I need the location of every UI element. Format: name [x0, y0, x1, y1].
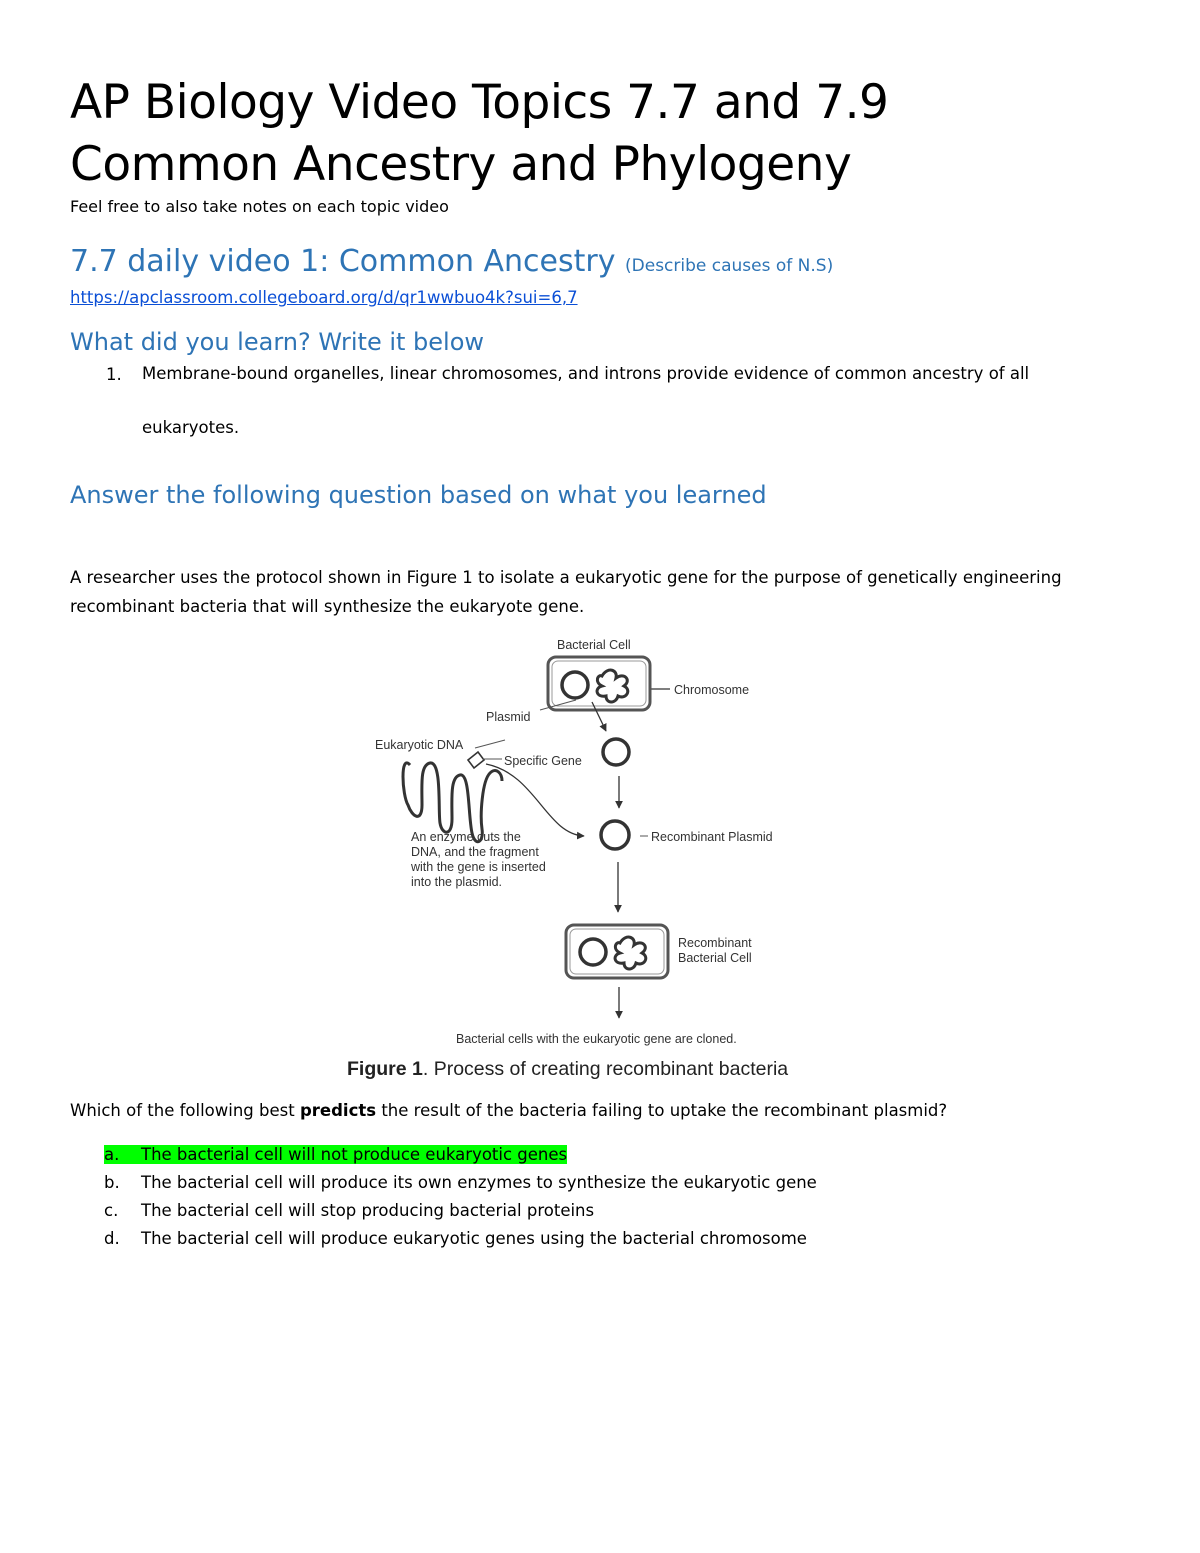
subtitle: Feel free to also take notes on each topic video — [70, 197, 449, 216]
choice-text: The bacterial cell will not produce eukaryotic genes — [141, 1145, 568, 1164]
recombinant-cell-plasmid-shape — [580, 939, 606, 965]
question-text: A researcher uses the protocol shown in Figure 1 to isolate a eukaryotic gene for the purpose of genetically engineering recombinant bacteria that will synthesize the eukaryote gene. — [70, 568, 1062, 616]
section-heading-note: (Describe causes of N.S) — [625, 256, 834, 276]
title-line-2: Common Ancestry and Phylogeny — [70, 137, 852, 192]
label-plasmid: Plasmid — [486, 710, 531, 724]
prompt-bold: predicts — [299, 1101, 377, 1120]
label-cloned: Bacterial cells with the eukaryotic gene are cloned. — [456, 1032, 737, 1046]
learned-heading: What did you learn? Write it below — [70, 328, 485, 356]
choice-text: The bacterial cell will produce eukaryotic genes using the bacterial chromosome — [141, 1229, 807, 1248]
title-line-1: AP Biology Video Topics 7.7 and 7.9 — [70, 75, 889, 130]
label-chromosome: Chromosome — [674, 683, 750, 697]
prompt-after: the result of the bacteria failing to uptake the recombinant plasmid? — [376, 1101, 948, 1120]
recombinant-cell-chromosome-shape — [615, 937, 646, 969]
learned-item-number: 1. — [106, 365, 122, 384]
video-link[interactable]: https://apclassroom.collegeboard.org/d/qr1wwbuo4k?sui=6,7 — [70, 288, 578, 307]
label-recombinant-cell: Recombinant Bacterial Cell — [678, 936, 752, 965]
learned-item-text: Membrane-bound organelles, linear chromosomes, and introns provide evidence of common ancestry of all eukaryotes. — [142, 364, 1030, 437]
section-heading-text: 7.7 daily video 1: Common Ancestry — [70, 244, 616, 279]
label-bacterial-cell: Bacterial Cell — [557, 638, 631, 652]
choice-letter: b. — [104, 1173, 120, 1192]
document-title — [70, 72, 888, 196]
question-prompt — [70, 1101, 947, 1120]
caption-rest: . Process of creating recombinant bacteria — [422, 1058, 789, 1080]
choice-letter: c. — [104, 1201, 119, 1220]
choice-letter: a. — [104, 1145, 146, 1164]
label-enzyme-note: An enzyme cuts the DNA, and the fragment with the gene is inserted into the plasmid. — [411, 830, 546, 889]
quiz-heading: Answer the following question based on what you learned — [70, 481, 767, 509]
section-heading — [70, 244, 833, 279]
label-specific-gene: Specific Gene — [504, 754, 582, 768]
label-recombinant-plasmid: Recombinant Plasmid — [651, 830, 773, 844]
plasmid-circle — [603, 739, 629, 765]
prompt-before: Which of the following best — [70, 1101, 300, 1120]
recombinant-plasmid-circle — [601, 821, 629, 849]
figure-1 — [340, 630, 860, 1090]
choice-text: The bacterial cell will produce its own enzymes to synthesize the eukaryotic gene — [141, 1173, 817, 1192]
choice-text: The bacterial cell will stop producing bacterial proteins — [141, 1201, 595, 1220]
choice-letter: d. — [104, 1229, 120, 1248]
figure-caption — [347, 1058, 788, 1081]
chromosome-shape — [597, 670, 628, 702]
label-eukaryotic-dna: Eukaryotic DNA — [375, 738, 464, 752]
caption-bold: Figure 1 — [347, 1058, 423, 1080]
plasmid-shape — [562, 672, 588, 698]
